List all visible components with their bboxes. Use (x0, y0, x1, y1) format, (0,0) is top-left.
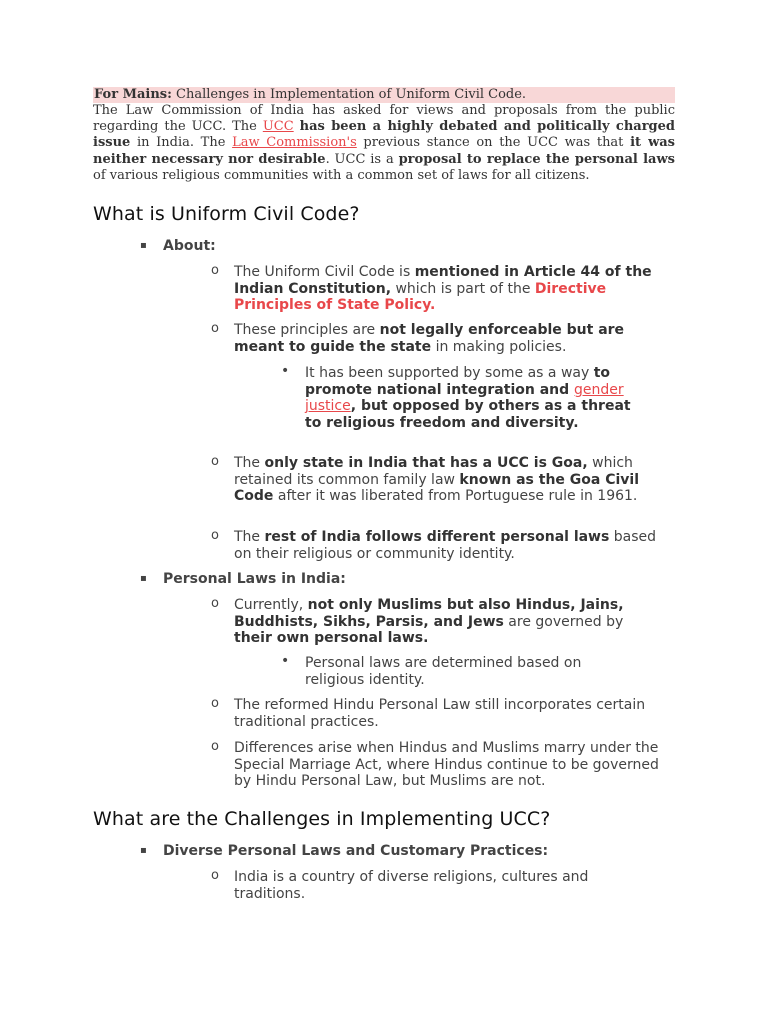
item-text: These principles are (234, 322, 380, 338)
circle-bullet-icon: o (211, 868, 219, 883)
intro-bold: it was neither necessary nor desirable (93, 135, 676, 167)
item-text: which is part of the (391, 280, 535, 297)
square-bullet-icon: ▪ (140, 573, 147, 584)
gender-justice-link[interactable]: gender justice (305, 381, 624, 415)
intro-text: . UCC is a (325, 151, 399, 167)
banner-label: For Mains: (94, 87, 172, 102)
list-item-rest-of-india (211, 528, 664, 562)
list-item-article44 (211, 263, 664, 314)
mains-banner (93, 87, 675, 103)
item-text: The (234, 455, 265, 471)
intro-bold: proposal to replace the personal laws (398, 151, 675, 167)
list-item-principles (211, 321, 664, 355)
item-text: It has been supported by some as a way (305, 365, 594, 381)
item-text: in making policies. (431, 338, 567, 355)
item-text: which retained its common family law (234, 455, 633, 488)
item-text: based on their religious or community identity. (234, 529, 657, 562)
circle-bullet-icon: o (211, 454, 219, 469)
intro-text: The Law Commission of India has asked for views and proposals from the public regarding the UCC. The (93, 103, 675, 135)
circle-bullet-icon: o (211, 739, 219, 754)
item-text: India is a country of diverse religions, cultures and traditions. (234, 869, 589, 902)
list-item-hindu-law (211, 696, 664, 730)
heading-challenges: What are the Challenges in Implementing UCC? (93, 808, 551, 830)
circle-bullet-icon: o (211, 696, 219, 711)
item-text: are governed by (503, 613, 624, 630)
intro-bold: has been a highly debated and politically charged issue (93, 119, 675, 151)
diverse-laws-label: Diverse Personal Laws and Customary Practices: (163, 843, 549, 859)
list-item-supported (281, 363, 645, 432)
item-bold: only state in India that has a UCC is Goa, (264, 455, 588, 471)
square-bullet-icon: ▪ (140, 845, 147, 856)
list-item-special-marriage (211, 739, 664, 790)
document-page (93, 87, 676, 902)
item-bold: to promote national integration and (305, 365, 611, 398)
item-text: The (234, 529, 265, 545)
item-text: The reformed Hindu Personal Law still incorporates certain traditional practices. (234, 697, 646, 730)
list-item-currently (211, 596, 664, 647)
list-item-religious-identity (281, 653, 625, 688)
ucc-link[interactable]: UCC (262, 119, 294, 135)
list-item-diverse-religions (211, 868, 664, 902)
item-bold: not legally enforceable but are meant to guide the state (234, 322, 625, 355)
item-text: after it was liberated from Portuguese rule in 1961. (273, 488, 638, 505)
personal-laws-label: Personal Laws in India: (163, 571, 346, 587)
about-label: About: (163, 238, 216, 254)
item-bold: their own personal laws. (234, 630, 429, 647)
intro-text: previous stance on the UCC was that (356, 135, 631, 151)
item-bold: , but opposed by others as a threat to religious freedom and diversity. (305, 398, 631, 432)
dot-bullet-icon: • (281, 363, 290, 379)
circle-bullet-icon: o (211, 321, 219, 336)
item-text: Personal laws are determined based on religious identity. (305, 655, 582, 688)
item-bold: mentioned in Article 44 of the Indian Constitution, (234, 264, 652, 297)
intro-text: in India. The (130, 135, 233, 151)
intro-text: of various religious communities with a common set of laws for all citizens. (93, 167, 590, 183)
circle-bullet-icon: o (211, 263, 219, 278)
dot-bullet-icon: • (281, 653, 290, 669)
item-bold: not only Muslims but also Hindus, Jains, Buddhists, Sikhs, Parsis, and Jews (234, 597, 624, 630)
square-bullet-icon: ▪ (140, 240, 147, 251)
circle-bullet-icon: o (211, 528, 219, 543)
list-item-goa (211, 454, 664, 505)
law-commission-link[interactable]: Law Commission's (232, 135, 357, 151)
banner-text: Challenges in Implementation of Uniform Civil Code. (171, 87, 527, 102)
dpsp-highlight: Directive Principles of State Policy. (234, 280, 607, 314)
circle-bullet-icon: o (211, 596, 219, 611)
heading-what-is-ucc: What is Uniform Civil Code? (93, 203, 360, 225)
item-text: Differences arise when Hindus and Muslims marry under the Special Marriage Act, where Hindus continue to be governed by Hindu Personal Law, but Muslims are not. (234, 740, 659, 790)
item-text: The Uniform Civil Code is (234, 264, 415, 280)
item-text: Currently, (234, 597, 308, 613)
item-bold: rest of India follows different personal laws (264, 529, 610, 545)
intro-paragraph (93, 103, 675, 184)
item-bold: known as the Goa Civil Code (234, 471, 640, 505)
